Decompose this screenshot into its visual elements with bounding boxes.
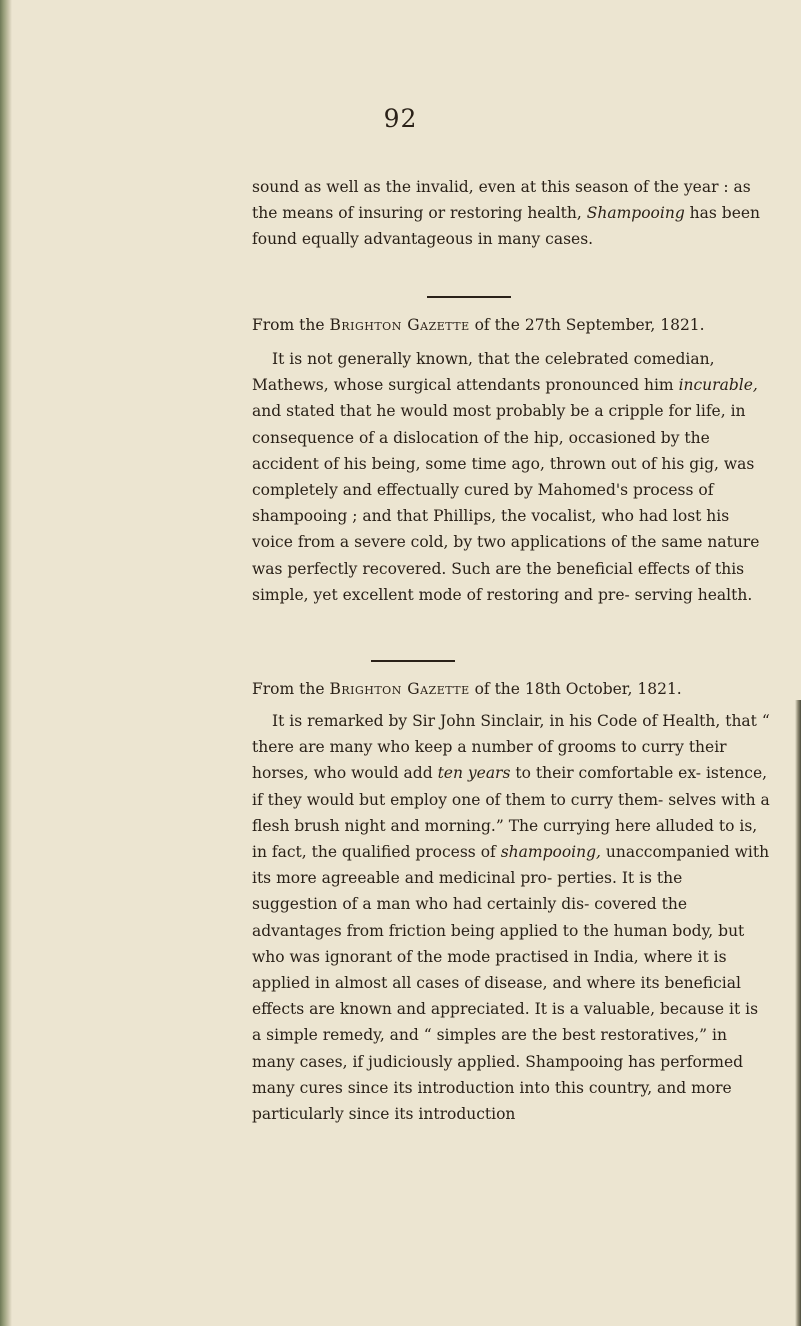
section1-body [252,346,772,608]
section2-body [252,708,772,1127]
opening-paragraph [252,174,772,253]
page-left-edge [0,0,12,1326]
section2-body-italic-2: shampooing, [500,843,601,862]
section1-heading [252,312,772,338]
section1-heading-source: Brighton Gazette [329,316,470,334]
section2-heading-source: Brighton Gazette [329,680,470,698]
section2-body-text-2: to their comfortable ex- istence, if they would but employ one of them to curry them- selves with a flesh brush night and morning.” The currying here alluded to is, in fact, the qualified process of [252,764,770,862]
page-number: 92 [383,104,418,133]
opening-italic: Shampooing [586,204,685,223]
section1-body-text-1: It is not generally known, that the celebrated comedian, Mathews, whose surgical attendants pronounced him [252,350,715,395]
section-divider-2 [371,660,455,662]
section2-heading-prefix: From the [252,680,330,698]
page-right-edge [795,700,801,1326]
section2-body-italic-1: ten years [437,764,511,783]
section1-heading-prefix: From the [252,316,330,334]
section2-body-text-1: It is remarked by Sir John Sinclair, in his Code of Health, that “ there are many who keep a number of grooms to curry their horses, who would add [252,712,770,783]
section-divider-1 [427,296,511,298]
opening-text-2: has been found equally advantageous in many cases. [252,204,761,249]
section2-body-text-3: unaccompanied with its more agreeable and medicinal pro- perties. It is the suggestion of a man who had certainly dis- covered the advantages from friction being applied to the human body, but who was ignorant of the mode practised in India, where it is applied in almost all cases of disease, and where its beneficial effects are known and appreciated. It is a valuable, because it is a simple remedy, and “ simples are the best restoratives,” in many cases, if judiciously applied. Shampooing has performed many cures since its introduction into this country, and more particularly since its introduction [252,843,770,1124]
section1-body-italic: incurable, [678,376,758,395]
section1-body-text-2: and stated that he would most probably be a cripple for life, in consequence of a dislocation of the hip, occasioned by the accident of his being, some time ago, thrown out of his gig, was completely and effectually cured by Mahomed's process of shampooing ; and that Phillips, the vocalist, who had lost his voice from a severe cold, by two applications of the same nature was perfectly recovered. Such are the beneficial effects of this simple, yet excellent mode of restoring and pre- serving health. [252,402,760,604]
opening-text-1: sound as well as the invalid, even at this season of the year : as the means of insuring or restoring health, [252,178,751,223]
section2-heading [252,676,772,702]
section1-heading-suffix: of the 27th September, 1821. [469,316,705,334]
section2-heading-suffix: of the 18th October, 1821. [469,680,682,698]
